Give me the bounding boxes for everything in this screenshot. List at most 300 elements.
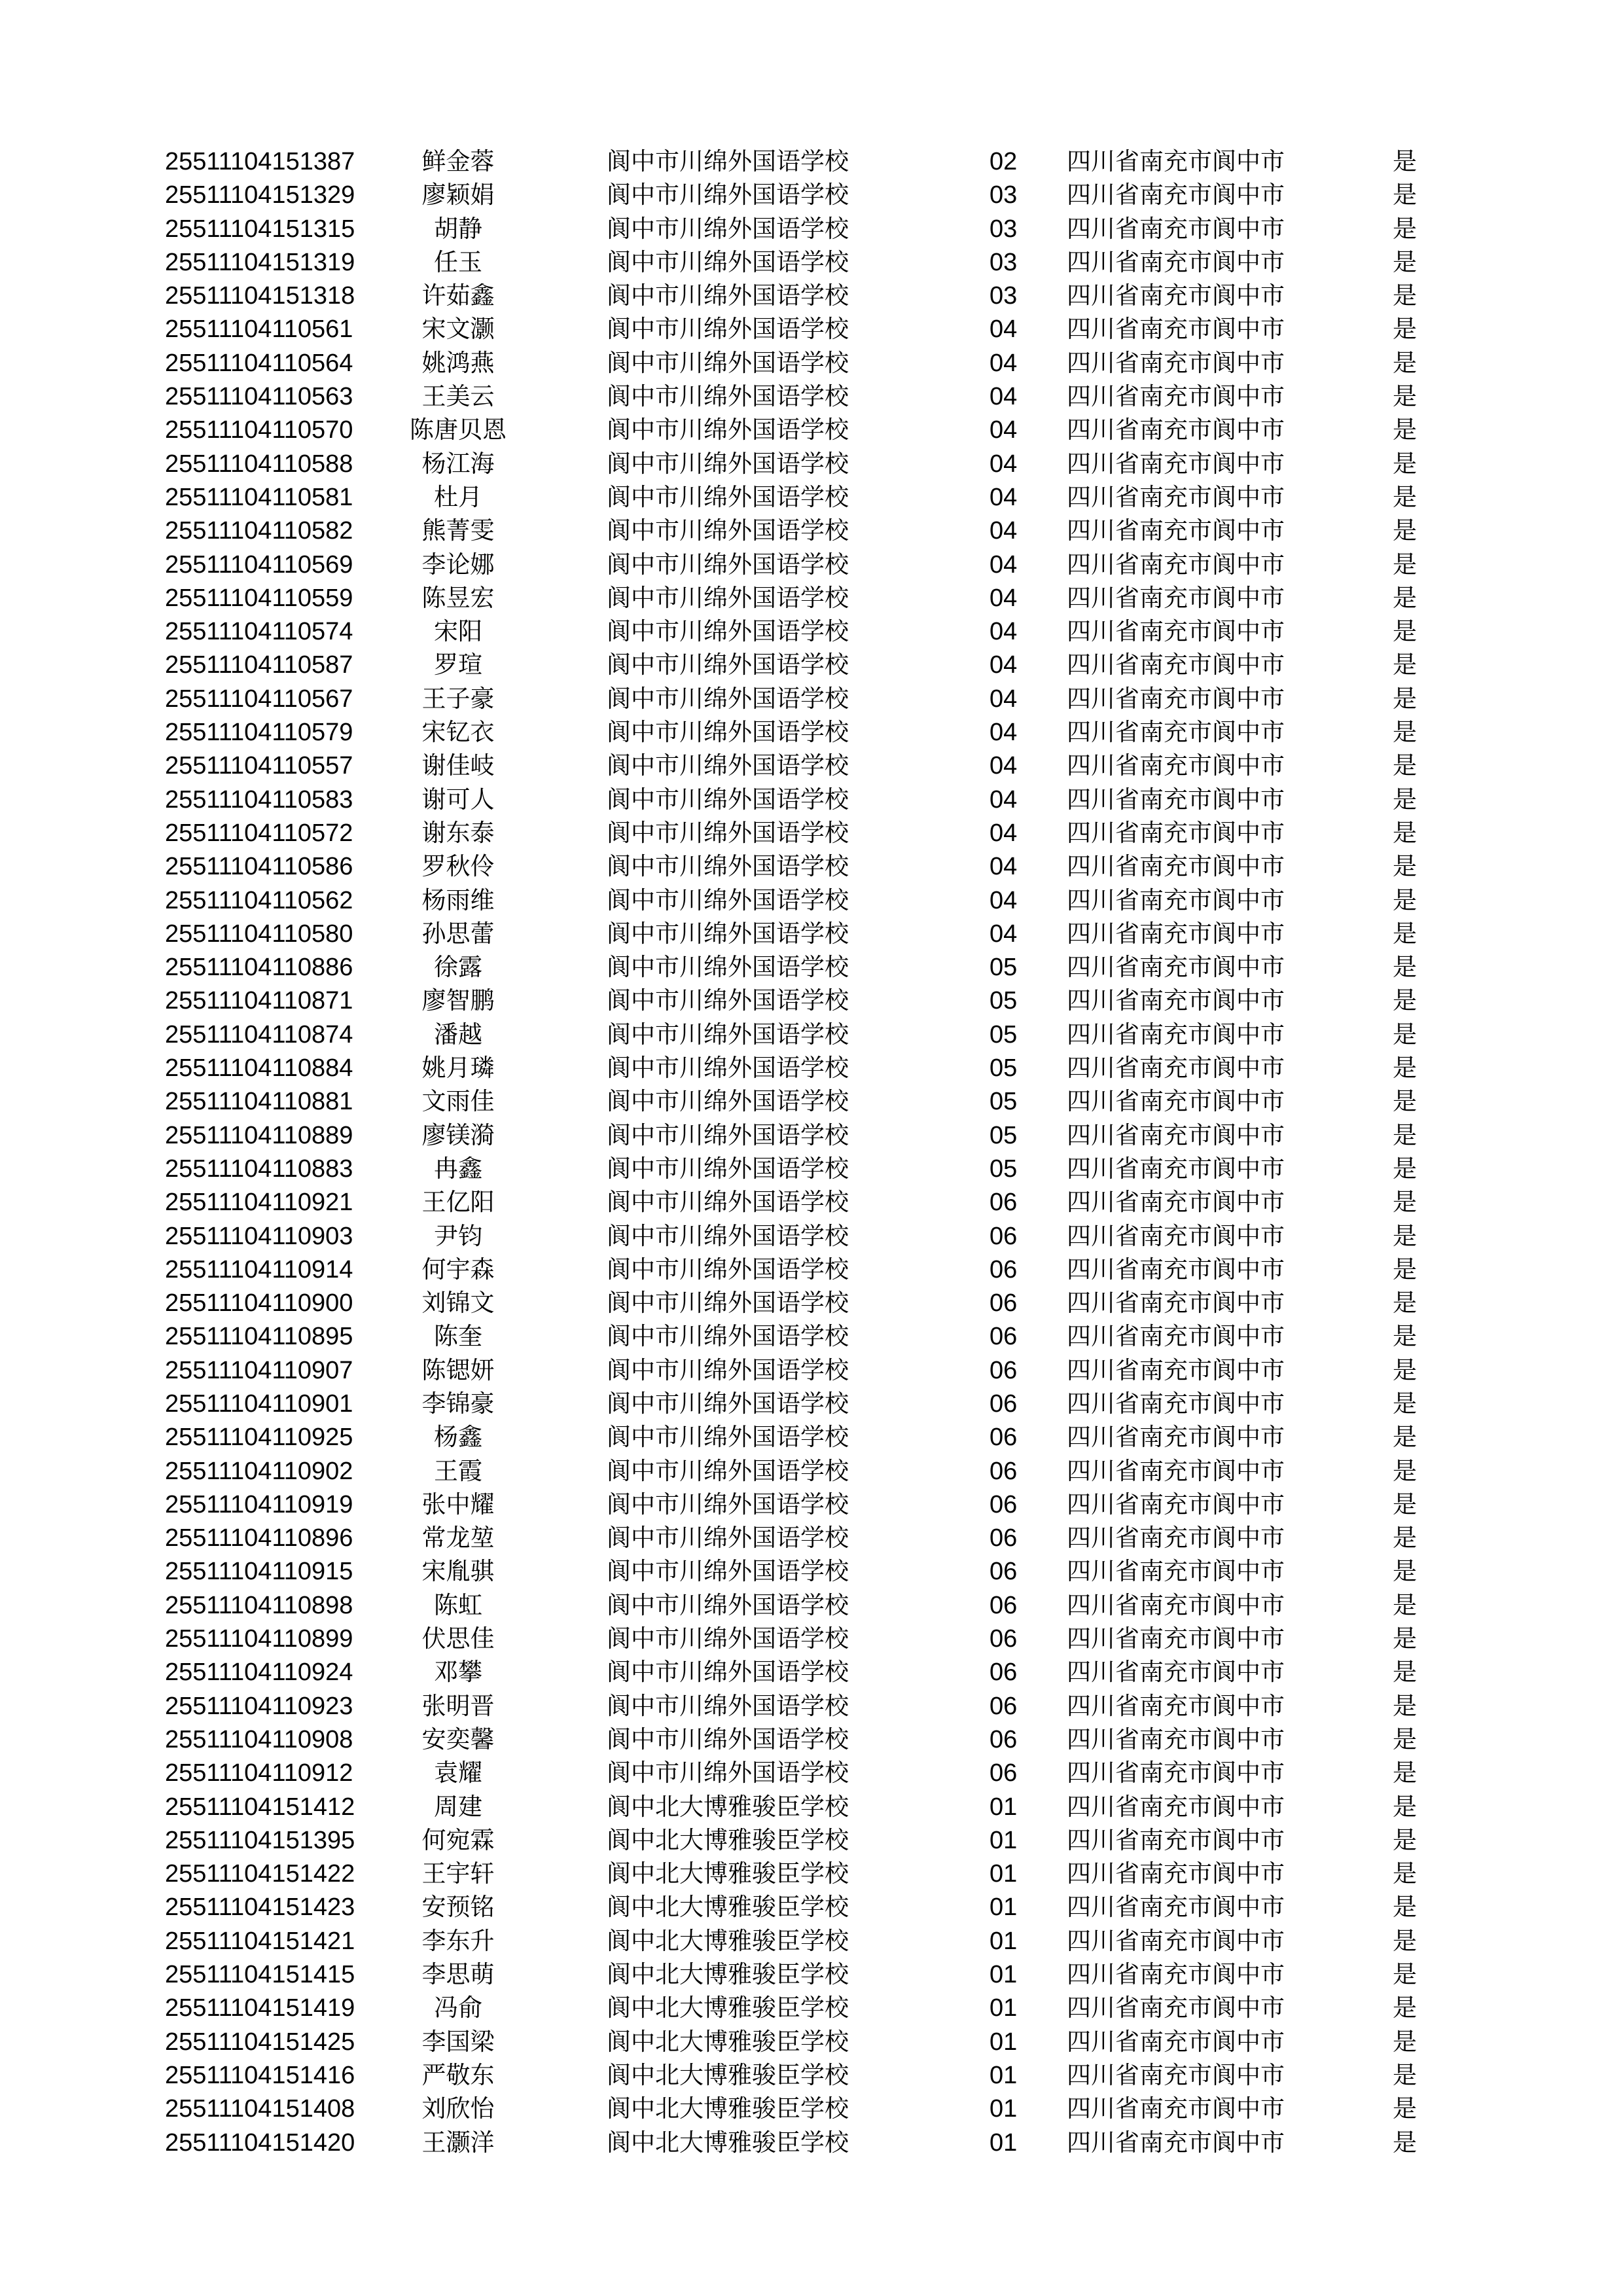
- student-id-cell: 25511104151425: [165, 2028, 355, 2056]
- school-name-cell: 阆中市川绵外国语学校: [607, 382, 849, 411]
- class-number-cell: 01: [990, 1893, 1018, 1922]
- status-flag-cell: 是: [1393, 718, 1417, 747]
- status-flag-cell: 是: [1393, 785, 1417, 814]
- table-row: [0, 1021, 1623, 1054]
- status-flag-cell: 是: [1393, 516, 1417, 545]
- status-flag-cell: 是: [1393, 583, 1417, 612]
- school-name-cell: 阆中市川绵外国语学校: [607, 1087, 849, 1116]
- table-row: [0, 618, 1623, 651]
- status-flag-cell: 是: [1393, 1825, 1417, 1854]
- school-name-cell: 阆中市川绵外国语学校: [607, 1658, 849, 1687]
- school-name-cell: 阆中市川绵外国语学校: [607, 482, 849, 511]
- student-name-cell: 王灏洋: [421, 2128, 495, 2157]
- student-id-cell: 25511104110901: [165, 1390, 353, 1418]
- status-flag-cell: 是: [1393, 651, 1417, 679]
- region-cell: 四川省南充市阆中市: [1067, 1658, 1285, 1687]
- region-cell: 四川省南充市阆中市: [1067, 550, 1285, 579]
- student-id-cell: 25511104110914: [165, 1255, 353, 1283]
- table-row: [0, 1289, 1623, 1323]
- student-name-cell: 李论娜: [421, 550, 495, 579]
- class-number-cell: 04: [990, 349, 1018, 377]
- school-name-cell: 阆中市川绵外国语学校: [607, 1020, 849, 1049]
- student-name-cell: 宋钇衣: [421, 718, 495, 747]
- class-number-cell: 03: [990, 215, 1018, 243]
- school-name-cell: 阆中市川绵外国语学校: [607, 1355, 849, 1384]
- school-name-cell: 阆中市川绵外国语学校: [607, 416, 849, 444]
- student-id-cell: 25511104110574: [165, 618, 353, 646]
- table-row: [0, 1928, 1623, 1961]
- table-row: [0, 148, 1623, 181]
- school-name-cell: 阆中市川绵外国语学校: [607, 751, 849, 780]
- status-flag-cell: 是: [1393, 886, 1417, 914]
- student-name-cell: 谢东泰: [421, 818, 495, 847]
- student-name-cell: 陈锶妍: [421, 1355, 495, 1384]
- class-number-cell: 04: [990, 618, 1018, 646]
- status-flag-cell: 是: [1393, 1289, 1417, 1318]
- student-id-cell: 25511104151319: [165, 248, 355, 276]
- school-name-cell: 阆中市川绵外国语学校: [607, 214, 849, 243]
- student-name-cell: 王宇轩: [421, 1859, 495, 1888]
- class-number-cell: 06: [990, 1524, 1018, 1552]
- region-cell: 四川省南充市阆中市: [1067, 1020, 1285, 1049]
- school-name-cell: 阆中市川绵外国语学校: [607, 1255, 849, 1283]
- student-id-cell: 25511104110902: [165, 1457, 353, 1485]
- class-number-cell: 06: [990, 1558, 1018, 1586]
- status-flag-cell: 是: [1393, 1792, 1417, 1821]
- school-name-cell: 阆中北大博雅骏臣学校: [607, 1994, 849, 2022]
- region-cell: 四川省南充市阆中市: [1067, 1859, 1285, 1888]
- school-name-cell: 阆中市川绵外国语学校: [607, 1221, 849, 1250]
- status-flag-cell: 是: [1393, 818, 1417, 847]
- region-cell: 四川省南充市阆中市: [1067, 1355, 1285, 1384]
- status-flag-cell: 是: [1393, 684, 1417, 713]
- student-name-cell: 廖镁漪: [421, 1121, 495, 1149]
- student-name-cell: 杨鑫: [434, 1423, 482, 1452]
- school-name-cell: 阆中市川绵外国语学校: [607, 516, 849, 545]
- status-flag-cell: 是: [1393, 953, 1417, 982]
- school-name-cell: 阆中市川绵外国语学校: [607, 1121, 849, 1149]
- table-row: [0, 685, 1623, 719]
- region-cell: 四川省南充市阆中市: [1067, 1825, 1285, 1854]
- class-number-cell: 06: [990, 1725, 1018, 1753]
- student-name-cell: 周建: [434, 1792, 482, 1821]
- region-cell: 四川省南充市阆中市: [1067, 1154, 1285, 1183]
- school-name-cell: 阆中市川绵外国语学校: [607, 852, 849, 881]
- student-name-cell: 何宇森: [421, 1255, 495, 1283]
- table-row: [0, 350, 1623, 383]
- region-cell: 四川省南充市阆中市: [1067, 382, 1285, 411]
- region-cell: 四川省南充市阆中市: [1067, 751, 1285, 780]
- status-flag-cell: 是: [1393, 1255, 1417, 1283]
- student-id-cell: 25511104151415: [165, 1961, 355, 1989]
- student-name-cell: 李国梁: [421, 2027, 495, 2056]
- class-number-cell: 03: [990, 181, 1018, 209]
- school-name-cell: 阆中市川绵外国语学校: [607, 1590, 849, 1619]
- student-id-cell: 25511104151387: [165, 148, 355, 175]
- table-row: [0, 1256, 1623, 1289]
- region-cell: 四川省南充市阆中市: [1067, 1893, 1285, 1922]
- region-cell: 四川省南充市阆中市: [1067, 1087, 1285, 1116]
- student-id-cell: 25511104110570: [165, 416, 353, 444]
- table-row: [0, 450, 1623, 484]
- class-number-cell: 02: [990, 148, 1018, 175]
- student-id-cell: 25511104110559: [165, 584, 353, 612]
- class-number-cell: 06: [990, 1222, 1018, 1250]
- school-name-cell: 阆中市川绵外国语学校: [607, 1154, 849, 1183]
- status-flag-cell: 是: [1393, 181, 1417, 209]
- class-number-cell: 04: [990, 819, 1018, 847]
- student-id-cell: 25511104110572: [165, 819, 353, 847]
- student-name-cell: 王霞: [434, 1456, 482, 1485]
- status-flag-cell: 是: [1393, 1691, 1417, 1720]
- student-name-cell: 文雨佳: [421, 1087, 495, 1116]
- student-name-cell: 王美云: [421, 382, 495, 411]
- table-row: [0, 1424, 1623, 1457]
- table-row: [0, 416, 1623, 450]
- school-name-cell: 阆中市川绵外国语学校: [607, 147, 849, 175]
- student-id-cell: 25511104110884: [165, 1054, 353, 1083]
- student-name-cell: 胡静: [434, 214, 482, 243]
- status-flag-cell: 是: [1393, 852, 1417, 881]
- region-cell: 四川省南充市阆中市: [1067, 1490, 1285, 1518]
- school-name-cell: 阆中北大博雅骏臣学校: [607, 1893, 849, 1922]
- status-flag-cell: 是: [1393, 1188, 1417, 1217]
- region-cell: 四川省南充市阆中市: [1067, 1389, 1285, 1418]
- student-id-cell: 25511104110579: [165, 719, 353, 747]
- region-cell: 四川省南充市阆中市: [1067, 919, 1285, 948]
- table-row: [0, 1893, 1623, 1927]
- class-number-cell: 06: [990, 1692, 1018, 1720]
- class-number-cell: 01: [990, 1860, 1018, 1888]
- class-number-cell: 04: [990, 752, 1018, 780]
- school-name-cell: 阆中北大博雅骏臣学校: [607, 1926, 849, 1955]
- region-cell: 四川省南充市阆中市: [1067, 147, 1285, 175]
- region-cell: 四川省南充市阆中市: [1067, 1054, 1285, 1083]
- table-row: [0, 1726, 1623, 1759]
- student-id-cell: 25511104110898: [165, 1591, 353, 1619]
- status-flag-cell: 是: [1393, 1524, 1417, 1552]
- class-number-cell: 06: [990, 1457, 1018, 1485]
- table-row: [0, 215, 1623, 249]
- student-name-cell: 姚鸿燕: [421, 348, 495, 377]
- student-id-cell: 25511104110895: [165, 1323, 353, 1351]
- region-cell: 四川省南充市阆中市: [1067, 1289, 1285, 1318]
- region-cell: 四川省南充市阆中市: [1067, 1121, 1285, 1149]
- student-id-cell: 25511104110871: [165, 987, 353, 1015]
- student-name-cell: 姚月璘: [421, 1054, 495, 1083]
- student-id-cell: 25511104151421: [165, 1927, 355, 1955]
- student-name-cell: 廖颖娟: [421, 181, 495, 209]
- table-row: [0, 954, 1623, 987]
- status-flag-cell: 是: [1393, 416, 1417, 444]
- table-row: [0, 484, 1623, 517]
- school-name-cell: 阆中北大博雅骏臣学校: [607, 2027, 849, 2056]
- student-name-cell: 何宛霖: [421, 1825, 495, 1854]
- school-name-cell: 阆中市川绵外国语学校: [607, 986, 849, 1015]
- student-id-cell: 25511104110896: [165, 1524, 353, 1552]
- status-flag-cell: 是: [1393, 214, 1417, 243]
- class-number-cell: 04: [990, 785, 1018, 814]
- school-name-cell: 阆中市川绵外国语学校: [607, 583, 849, 612]
- region-cell: 四川省南充市阆中市: [1067, 1624, 1285, 1653]
- status-flag-cell: 是: [1393, 1725, 1417, 1753]
- class-number-cell: 05: [990, 1088, 1018, 1116]
- student-name-cell: 王子豪: [421, 684, 495, 713]
- class-number-cell: 04: [990, 483, 1018, 511]
- table-row: [0, 1491, 1623, 1524]
- table-row: [0, 2062, 1623, 2095]
- status-flag-cell: 是: [1393, 482, 1417, 511]
- region-cell: 四川省南充市阆中市: [1067, 516, 1285, 545]
- region-cell: 四川省南充市阆中市: [1067, 315, 1285, 344]
- student-id-cell: 25511104110924: [165, 1659, 353, 1687]
- region-cell: 四川省南充市阆中市: [1067, 181, 1285, 209]
- status-flag-cell: 是: [1393, 1020, 1417, 1049]
- region-cell: 四川省南充市阆中市: [1067, 348, 1285, 377]
- student-name-cell: 任玉: [434, 247, 482, 276]
- school-name-cell: 阆中市川绵外国语学校: [607, 281, 849, 310]
- table-row: [0, 752, 1623, 785]
- class-number-cell: 06: [990, 1289, 1018, 1318]
- student-name-cell: 袁耀: [434, 1759, 482, 1787]
- school-name-cell: 阆中北大博雅骏臣学校: [607, 2094, 849, 2123]
- student-id-cell: 25511104110899: [165, 1625, 353, 1653]
- table-row: [0, 1524, 1623, 1558]
- school-name-cell: 阆中市川绵外国语学校: [607, 315, 849, 344]
- student-id-cell: 25511104110915: [165, 1558, 353, 1586]
- region-cell: 四川省南充市阆中市: [1067, 449, 1285, 478]
- class-number-cell: 06: [990, 1255, 1018, 1283]
- region-cell: 四川省南充市阆中市: [1067, 416, 1285, 444]
- status-flag-cell: 是: [1393, 1054, 1417, 1083]
- school-name-cell: 阆中市川绵外国语学校: [607, 617, 849, 646]
- class-number-cell: 05: [990, 1155, 1018, 1183]
- status-flag-cell: 是: [1393, 2027, 1417, 2056]
- table-row: [0, 1458, 1623, 1491]
- school-name-cell: 阆中市川绵外国语学校: [607, 1389, 849, 1418]
- table-row: [0, 1759, 1623, 1793]
- region-cell: 四川省南充市阆中市: [1067, 818, 1285, 847]
- student-id-cell: 25511104110903: [165, 1222, 353, 1250]
- student-id-cell: 25511104151395: [165, 1826, 355, 1854]
- region-cell: 四川省南充市阆中市: [1067, 214, 1285, 243]
- student-id-cell: 25511104110586: [165, 853, 353, 881]
- status-flag-cell: 是: [1393, 1557, 1417, 1586]
- class-number-cell: 04: [990, 853, 1018, 881]
- table-row: [0, 887, 1623, 920]
- student-id-cell: 25511104110587: [165, 651, 353, 679]
- student-name-cell: 罗秋伶: [421, 852, 495, 881]
- region-cell: 四川省南充市阆中市: [1067, 986, 1285, 1015]
- student-name-cell: 伏思佳: [421, 1624, 495, 1653]
- class-number-cell: 06: [990, 1356, 1018, 1384]
- student-id-cell: 25511104110883: [165, 1155, 353, 1183]
- school-name-cell: 阆中北大博雅骏臣学校: [607, 1960, 849, 1989]
- table-row: [0, 1659, 1623, 1692]
- student-name-cell: 冯俞: [434, 1994, 482, 2022]
- status-flag-cell: 是: [1393, 1322, 1417, 1351]
- region-cell: 四川省南充市阆中市: [1067, 2094, 1285, 2123]
- region-cell: 四川省南充市阆中市: [1067, 617, 1285, 646]
- class-number-cell: 01: [990, 2061, 1018, 2089]
- student-name-cell: 张明晋: [421, 1691, 495, 1720]
- class-number-cell: 06: [990, 1591, 1018, 1619]
- class-number-cell: 01: [990, 1994, 1018, 2022]
- region-cell: 四川省南充市阆中市: [1067, 2060, 1285, 2089]
- table-row: [0, 1625, 1623, 1659]
- class-number-cell: 01: [990, 2128, 1018, 2157]
- student-name-cell: 熊菁雯: [421, 516, 495, 545]
- school-name-cell: 阆中市川绵外国语学校: [607, 1691, 849, 1720]
- school-name-cell: 阆中市川绵外国语学校: [607, 718, 849, 747]
- region-cell: 四川省南充市阆中市: [1067, 651, 1285, 679]
- class-number-cell: 01: [990, 1793, 1018, 1821]
- status-flag-cell: 是: [1393, 1121, 1417, 1149]
- student-id-cell: 25511104110923: [165, 1692, 353, 1720]
- status-flag-cell: 是: [1393, 315, 1417, 344]
- class-number-cell: 04: [990, 886, 1018, 914]
- class-number-cell: 04: [990, 719, 1018, 747]
- class-number-cell: 04: [990, 383, 1018, 411]
- table-row: [0, 1223, 1623, 1256]
- class-number-cell: 05: [990, 1054, 1018, 1083]
- student-id-cell: 25511104110562: [165, 886, 353, 914]
- school-name-cell: 阆中市川绵外国语学校: [607, 886, 849, 914]
- school-name-cell: 阆中市川绵外国语学校: [607, 1322, 849, 1351]
- student-name-cell: 杜月: [434, 482, 482, 511]
- table-row: [0, 1592, 1623, 1625]
- student-name-cell: 严敬东: [421, 2060, 495, 2089]
- student-name-cell: 李思萌: [421, 1960, 495, 1989]
- student-id-cell: 25511104110921: [165, 1189, 353, 1217]
- student-id-cell: 25511104110580: [165, 920, 353, 948]
- school-name-cell: 阆中市川绵外国语学校: [607, 1759, 849, 1787]
- student-name-cell: 宋阳: [434, 617, 482, 646]
- student-id-cell: 25511104110563: [165, 383, 353, 411]
- student-id-cell: 25511104110874: [165, 1020, 353, 1049]
- school-name-cell: 阆中市川绵外国语学校: [607, 247, 849, 276]
- region-cell: 四川省南充市阆中市: [1067, 583, 1285, 612]
- student-name-cell: 孙思蕾: [421, 919, 495, 948]
- status-flag-cell: 是: [1393, 2128, 1417, 2157]
- student-id-cell: 25511104110583: [165, 785, 353, 814]
- table-row: [0, 1054, 1623, 1088]
- student-name-cell: 张中耀: [421, 1490, 495, 1518]
- school-name-cell: 阆中市川绵外国语学校: [607, 953, 849, 982]
- student-id-cell: 25511104110557: [165, 752, 353, 780]
- table-row: [0, 584, 1623, 618]
- status-flag-cell: 是: [1393, 382, 1417, 411]
- class-number-cell: 04: [990, 517, 1018, 545]
- region-cell: 四川省南充市阆中市: [1067, 1759, 1285, 1787]
- class-number-cell: 03: [990, 248, 1018, 276]
- region-cell: 四川省南充市阆中市: [1067, 1725, 1285, 1753]
- status-flag-cell: 是: [1393, 1087, 1417, 1116]
- table-row: [0, 1693, 1623, 1726]
- status-flag-cell: 是: [1393, 1960, 1417, 1989]
- status-flag-cell: 是: [1393, 751, 1417, 780]
- status-flag-cell: 是: [1393, 2094, 1417, 2123]
- class-number-cell: 04: [990, 315, 1018, 344]
- table-row: [0, 181, 1623, 215]
- status-flag-cell: 是: [1393, 1423, 1417, 1452]
- school-name-cell: 阆中市川绵外国语学校: [607, 181, 849, 209]
- school-name-cell: 阆中北大博雅骏臣学校: [607, 1859, 849, 1888]
- class-number-cell: 01: [990, 2028, 1018, 2056]
- student-id-cell: 25511104151329: [165, 181, 355, 209]
- region-cell: 四川省南充市阆中市: [1067, 1221, 1285, 1250]
- region-cell: 四川省南充市阆中市: [1067, 482, 1285, 511]
- school-name-cell: 阆中市川绵外国语学校: [607, 651, 849, 679]
- class-number-cell: 01: [990, 2095, 1018, 2123]
- status-flag-cell: 是: [1393, 1926, 1417, 1955]
- school-name-cell: 阆中市川绵外国语学校: [607, 785, 849, 814]
- student-id-cell: 25511104151423: [165, 1893, 355, 1922]
- status-flag-cell: 是: [1393, 919, 1417, 948]
- table-row: [0, 1323, 1623, 1356]
- status-flag-cell: 是: [1393, 1389, 1417, 1418]
- student-name-cell: 刘锦文: [421, 1289, 495, 1318]
- status-flag-cell: 是: [1393, 147, 1417, 175]
- class-number-cell: 06: [990, 1424, 1018, 1452]
- student-id-cell: 25511104110588: [165, 450, 353, 478]
- table-row: [0, 651, 1623, 685]
- class-number-cell: 06: [990, 1390, 1018, 1418]
- status-flag-cell: 是: [1393, 1590, 1417, 1619]
- status-flag-cell: 是: [1393, 2060, 1417, 2089]
- student-name-cell: 陈虹: [434, 1590, 482, 1619]
- student-id-cell: 25511104151408: [165, 2095, 355, 2123]
- student-name-cell: 陈昱宏: [421, 583, 495, 612]
- table-row: [0, 1390, 1623, 1424]
- region-cell: 四川省南充市阆中市: [1067, 1926, 1285, 1955]
- student-name-cell: 谢佳岐: [421, 751, 495, 780]
- class-number-cell: 04: [990, 416, 1018, 444]
- student-id-cell: 25511104151419: [165, 1994, 355, 2022]
- school-name-cell: 阆中市川绵外国语学校: [607, 919, 849, 948]
- region-cell: 四川省南充市阆中市: [1067, 852, 1285, 881]
- student-id-cell: 25511104110567: [165, 685, 353, 713]
- status-flag-cell: 是: [1393, 348, 1417, 377]
- school-name-cell: 阆中市川绵外国语学校: [607, 1054, 849, 1083]
- status-flag-cell: 是: [1393, 1658, 1417, 1687]
- student-name-cell: 潘越: [434, 1020, 482, 1049]
- class-number-cell: 05: [990, 1121, 1018, 1149]
- region-cell: 四川省南充市阆中市: [1067, 953, 1285, 982]
- status-flag-cell: 是: [1393, 281, 1417, 310]
- region-cell: 四川省南充市阆中市: [1067, 1423, 1285, 1452]
- table-row: [0, 2129, 1623, 2162]
- region-cell: 四川省南充市阆中市: [1067, 281, 1285, 310]
- class-number-cell: 06: [990, 1323, 1018, 1351]
- school-name-cell: 阆中市川绵外国语学校: [607, 684, 849, 713]
- student-id-cell: 25511104110881: [165, 1088, 353, 1116]
- student-name-cell: 许茹鑫: [421, 281, 495, 310]
- table-row: [0, 853, 1623, 886]
- class-number-cell: 05: [990, 987, 1018, 1015]
- table-row: [0, 786, 1623, 819]
- student-id-cell: 25511104110564: [165, 349, 353, 377]
- region-cell: 四川省南充市阆中市: [1067, 1590, 1285, 1619]
- class-number-cell: 03: [990, 282, 1018, 310]
- school-name-cell: 阆中北大博雅骏臣学校: [607, 2060, 849, 2089]
- class-number-cell: 06: [990, 1625, 1018, 1653]
- student-id-cell: 25511104110569: [165, 550, 353, 579]
- school-name-cell: 阆中市川绵外国语学校: [607, 449, 849, 478]
- table-row: [0, 1189, 1623, 1222]
- student-name-cell: 冉鑫: [434, 1154, 482, 1183]
- region-cell: 四川省南充市阆中市: [1067, 684, 1285, 713]
